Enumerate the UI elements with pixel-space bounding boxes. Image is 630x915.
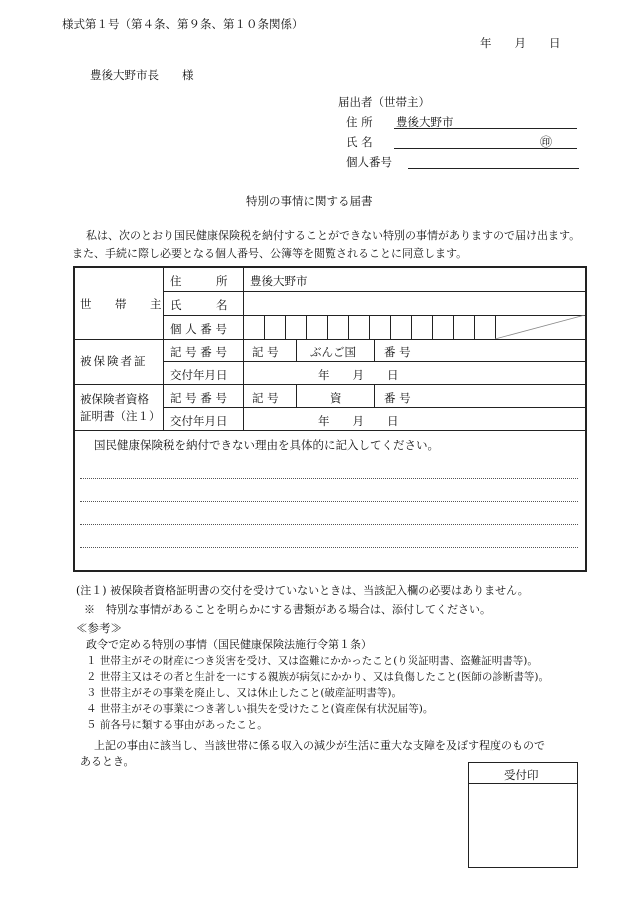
cert-symbol-label: 記 号 (252, 391, 279, 405)
number-cell-label: 番 号 (384, 345, 411, 359)
issue-date-value[interactable]: 年 月 日 (318, 368, 399, 382)
cert-shi-label: 資 (330, 391, 342, 405)
reference-item-2: ２ 世帯主又はその者と生計を一にする親族が病気にかかり、又は負傷したこと(医師の診断書等)。 (86, 671, 550, 683)
address-underline (394, 128, 577, 129)
form-number: 様式第１号（第４条、第９条、第１０条関係） (62, 17, 304, 31)
number-label: 個人番号 (346, 155, 392, 169)
name-underline[interactable] (394, 148, 577, 149)
bungo-label: ぶんご国 (310, 345, 356, 359)
document-title: 特別の事情に関する届書 (246, 194, 373, 208)
addressee: 豊後大野市長 様 (90, 68, 194, 82)
personal-number-label: 個 人 番 号 (170, 322, 227, 336)
cert-issue-date-label: 交付年月日 (170, 414, 228, 428)
reference-sub: 政令で定める特別の事情（国民健康保険法施行令第１条） (86, 638, 372, 651)
address-value[interactable]: 豊後大野市 (396, 115, 454, 129)
address-cell-label: 住 所 (170, 274, 228, 288)
reason-prompt: 国民健康保険税を納付できない理由を具体的に記入してください。 (94, 438, 439, 452)
cert-label-line1: 被保険者資格 (80, 392, 149, 406)
symbol-label: 記 号 (252, 345, 279, 359)
reason-line-3[interactable] (80, 524, 578, 525)
number-box-slash (495, 315, 585, 339)
receipt-stamp-label: 受付印 (504, 768, 539, 782)
name-label: 氏 名 (346, 135, 373, 149)
issue-date-label: 交付年月日 (170, 368, 228, 382)
cert-symbol-number-label: 記 号 番 号 (170, 391, 227, 405)
name-cell-label: 氏 名 (170, 298, 228, 312)
symbol-number-label: 記 号 番 号 (170, 345, 227, 359)
number-underline[interactable] (408, 168, 579, 169)
intro-line-2: また、手続に際し必要となる個人番号、公簿等を閲覧されることに同意します。 (72, 247, 468, 260)
insured-card-label: 被保険者証 (80, 354, 148, 368)
cert-label-line2: 証明書（注１） (80, 409, 161, 423)
note-1: (注１) 被保険者資格証明書の交付を受けていないときは、当該記入欄の必要はありません。 (76, 584, 529, 597)
date-line: 年 月 日 (480, 36, 561, 50)
address-cell-value[interactable]: 豊後大野市 (250, 274, 308, 288)
reference-item-1: １ 世帯主がその財産につき災害を受け、又は盗難にかかったこと(り災証明書、盗難証明書等)。 (86, 655, 538, 667)
householder-label: 世 帯 主 (80, 297, 168, 311)
reference-item-3: ３ 世帯主がその事業を廃止し、又は休止したこと(破産証明書等)。 (86, 687, 403, 699)
seal-mark: ㊞ (540, 135, 553, 149)
closing-line-1: 上記の事由に該当し、当該世帯に係る収入の減少が生活に重大な支障を及ぼす程度のもので (94, 739, 545, 752)
reference-item-4: ４ 世帯主がその事業につき著しい損失を受けたこと(資産保有状況届等)。 (86, 703, 434, 715)
reason-line-1[interactable] (80, 478, 578, 479)
note-2: ※ 特別な事情があることを明らかにする書類がある場合は、添付してください。 (84, 603, 491, 616)
reference-heading: ≪参考≫ (76, 621, 122, 635)
reason-line-4[interactable] (80, 547, 578, 548)
reference-item-5: ５ 前各号に類する事由があったこと。 (86, 719, 268, 731)
closing-line-2: あるとき。 (80, 755, 135, 768)
reason-line-2[interactable] (80, 501, 578, 502)
address-label: 住 所 (346, 115, 373, 129)
cert-issue-date-value[interactable]: 年 月 日 (318, 414, 399, 428)
cert-number-label: 番 号 (384, 391, 411, 405)
intro-line-1: 私は、次のとおり国民健康保険税を納付することができない特別の事情がありますので届け出ます。 (86, 229, 581, 242)
applicant-heading: 届出者（世帯主） (338, 95, 430, 109)
